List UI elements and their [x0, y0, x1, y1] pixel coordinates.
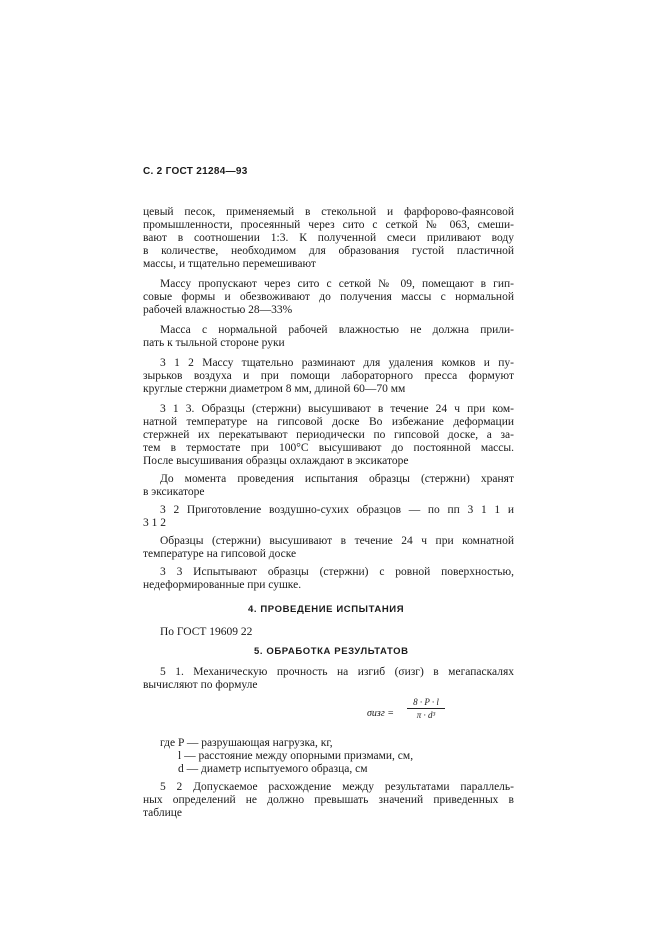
- definition-line: l — расстояние между опорными призмами, см,: [178, 750, 414, 762]
- formula-denominator: π · d³: [416, 710, 436, 720]
- definition-line: где P — разрушающая нагрузка, кг,: [160, 737, 333, 749]
- text-line: натной температуре на гипсовой доске Во избежание деформации: [143, 416, 514, 428]
- text-line: До момента проведения испытания образцы (стержни) хранят: [160, 473, 514, 485]
- text-line: зырьков воздуха и при помощи лабораторного пресса формуют: [143, 370, 514, 382]
- page-header: С. 2 ГОСТ 21284—93: [143, 166, 248, 177]
- text-line: 3 2 Приготовление воздушно-сухих образцов — по пп 3 1 1 и: [160, 504, 514, 516]
- fraction-bar: [407, 708, 445, 709]
- text-line: недеформированные при сушке.: [143, 579, 302, 591]
- text-line: Масса с нормальной рабочей влажностью не должна прили-: [160, 324, 514, 336]
- text-line: 5 1. Механическую прочность на изгиб (σизг) в мегапаскалях: [160, 666, 514, 678]
- text-line: вают в соотношении 1:3. К полученной смеси приливают воду: [143, 232, 514, 244]
- text-line: рабочей влажностью 28—33%: [143, 304, 293, 316]
- text-line: тем в термостате при 100°С высушивают до постоянной массы.: [143, 442, 514, 454]
- text-line: Массу пропускают через сито с сеткой № 09, помещают в гип-: [160, 278, 514, 290]
- definition-line: d — диаметр испытуемого образца, см: [178, 763, 368, 775]
- text-line: в эксикаторе: [143, 486, 205, 498]
- text-line: 3 1 2: [143, 517, 166, 529]
- formula-numerator: 8 · P · l: [413, 697, 439, 707]
- section-4-heading: 4. ПРОВЕДЕНИЕ ИСПЫТАНИЯ: [248, 604, 405, 615]
- text-line: круглые стержни диаметром 8 мм, длиной 60—70 мм: [143, 383, 406, 395]
- text-line: 3 3 Испытывают образцы (стержни) с ровной поверхностью,: [160, 566, 514, 578]
- text-line: массы, и тщательно перемешивают: [143, 258, 316, 270]
- text-line: цевый песок, применяемый в стекольной и фарфорово-фаянсовой: [143, 206, 514, 218]
- text-line: После высушивания образцы охлаждают в эксикаторе: [143, 455, 409, 467]
- formula-fraction: [407, 697, 445, 720]
- text-line: промышленности, просеянный через сито с сеткой № 063, смеши-: [143, 219, 514, 231]
- formula-lhs: σизг =: [367, 708, 394, 719]
- text-line: совые формы и обезвоживают до получения массы с нормальной: [143, 291, 514, 303]
- text-line: температуре на гипсовой доске: [143, 548, 297, 560]
- text-line: пать к тыльной стороне руки: [143, 337, 285, 349]
- text-line: таблице: [143, 807, 182, 819]
- text-line: стержней их перекатывают периодически по гипсовой доске, а за-: [143, 429, 514, 441]
- text-line: 3 1 2 Массу тщательно разминают для удаления комков и пу-: [160, 357, 514, 369]
- text-line: в количестве, необходимом для образования густой пластичной: [143, 245, 514, 257]
- text-line: ных определений не должно превышать значений приведенных в: [143, 794, 514, 806]
- text-line: 3 1 3. Образцы (стержни) высушивают в течение 24 ч при ком-: [160, 403, 514, 415]
- text-line: 5 2 Допускаемое расхождение между результатами параллель-: [160, 781, 514, 793]
- section-5-heading: 5. ОБРАБОТКА РЕЗУЛЬТАТОВ: [254, 646, 409, 657]
- text-line: вычисляют по формуле: [143, 679, 258, 691]
- section-4-text: По ГОСТ 19609 22: [160, 626, 253, 638]
- text-line: Образцы (стержни) высушивают в течение 24 ч при комнатной: [160, 535, 514, 547]
